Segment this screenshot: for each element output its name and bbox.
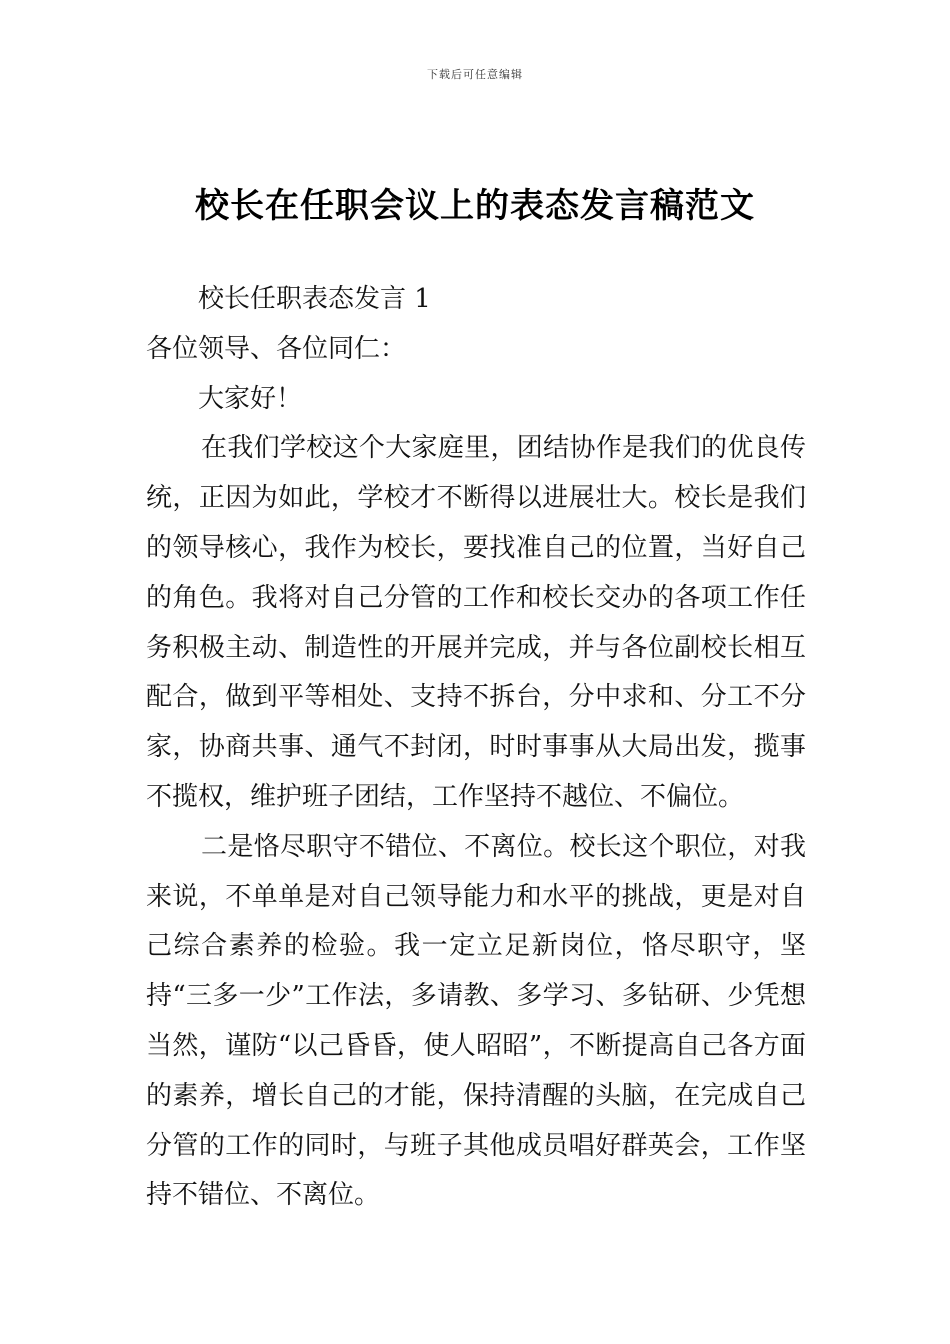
greeting: 大家好！: [198, 383, 303, 414]
document-title: 校长在任职会议上的表态发言稿范文: [195, 186, 755, 226]
paragraph-2: 二是恪尽职守不错位、不离位。校长这个职位，对我来说，不单单是对自己领导能力和水平的挑战，更是对自己综合素养的检验。我一定立足新岗位，恪尽职守，坚持“三多一少”工作法，多请教、多学习、多钻研、少凭想当然，谨防“以己昏昏，使人昭昭”，不断提高自己各方面的素养，增长自己的才能，保持清醒的头脑，在完成自己分管的工作的同时，与班子其他成员唱好群英会，工作坚持不错位、不离位。: [146, 831, 806, 1211]
paragraph-1: 在我们学校这个大家庭里，团结协作是我们的优良传统，正因为如此，学校才不断得以进展壮大。校长是我们的领导核心，我作为校长，要找准自己的位置，当好自己的角色。我将对自己分管的工作和校长交办的各项工作任务积极主动、制造性的开展并完成，并与各位副校长相互配合，做到平等相处、支持不拆台，分中求和、分工不分家，协商共事、通气不封闭，时时事事从大局出发，揽事不揽权，维护班子团结，工作坚持不越位、不偏位。: [146, 433, 806, 812]
document-body: [146, 275, 806, 1221]
page-header-note: 下载后可任意编辑: [427, 68, 523, 81]
section-subtitle: 校长任职表态发言 1: [198, 284, 431, 314]
salutation: 各位领导、各位同仁：: [146, 333, 407, 364]
